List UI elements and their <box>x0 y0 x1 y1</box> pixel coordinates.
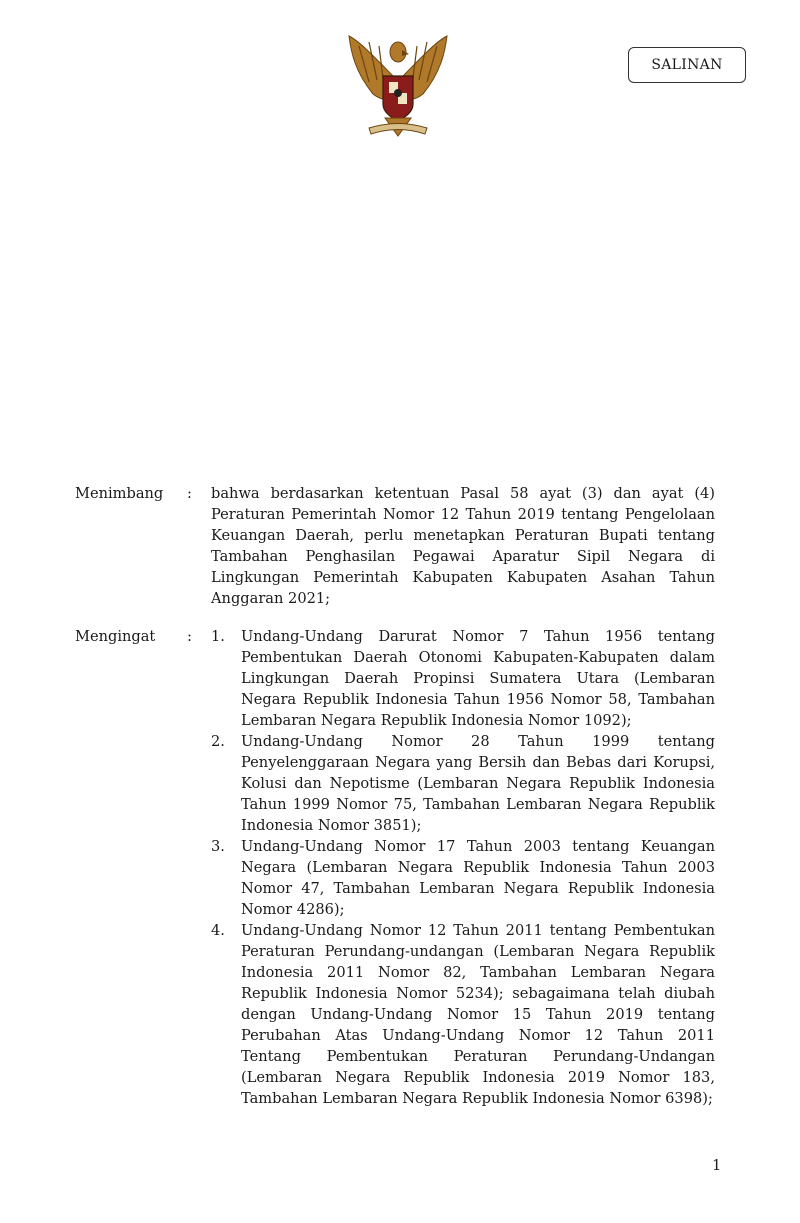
garuda-pancasila-emblem-icon <box>339 32 457 140</box>
list-item-text: Undang-Undang Nomor 17 Tahun 2003 tentang Keuangan Negara (Lembaran Negara Republik Indonesia Tahun 2003 Nomor 47, Tambahan Lembaran Negara Republik Indonesia Nomor 4286); <box>241 838 715 918</box>
list-item-text: Undang-Undang Nomor 12 Tahun 2011 tentang Pembentukan Peraturan Perundang-undangan (Lembaran Negara Republik Indonesia 2011 Nomor 82, Tambahan Lembaran Negara Republik Indonesia Nomor 5234); sebagaimana telah diubah dengan Undang-Undang Nomor 15 Tahun 2019 tentang Perubahan Atas Undang-Undang Nomor 12 Tahun 2011 Tentang Pembentukan Peraturan Perundang-Undangan (Lembaran Negara Republik Indonesia 2019 Nomor 183, Tambahan Lembaran Negara Republik Indonesia Nomor 6398); <box>241 922 715 1107</box>
menimbang-label: Menimbang <box>75 485 164 502</box>
page-number: 1 <box>712 1157 722 1174</box>
list-item-number: 1. <box>211 628 225 645</box>
mengingat-list <box>211 626 715 1109</box>
mengingat-label: Mengingat <box>75 628 156 645</box>
list-item <box>211 626 715 731</box>
mengingat-section <box>75 626 715 1109</box>
list-item <box>211 836 715 920</box>
menimbang-text: bahwa berdasarkan ketentuan Pasal 58 ayat (3) dan ayat (4) Peraturan Pemerintah Nomor 12 Tahun 2019 tentang Pengelolaan Keuangan Daerah, perlu menetapkan Peraturan Bupati tentang Tambahan Penghasilan Pegawai Aparatur Sipil Negara di Lingkungan Pemerintah Kabupaten Kabupaten Asahan Tahun Anggaran 2021; <box>211 485 715 607</box>
list-item-number: 3. <box>211 838 225 855</box>
list-item-number: 2. <box>211 733 225 750</box>
mengingat-colon: : <box>187 628 192 645</box>
salinan-stamp: SALINAN <box>628 47 746 83</box>
list-item-text: Undang-Undang Darurat Nomor 7 Tahun 1956 tentang Pembentukan Daerah Otonomi Kabupaten-Kabupaten dalam Lingkungan Daerah Propinsi Sumatera Utara (Lembaran Negara Republik Indonesia Tahun 1956 Nomor 58, Tambahan Lembaran Negara Republik Indonesia Nomor 1092); <box>241 628 715 729</box>
list-item <box>211 920 715 1109</box>
list-item <box>211 731 715 836</box>
list-item-text: Undang-Undang Nomor 28 Tahun 1999 tentang Penyelenggaraan Negara yang Bersih dan Bebas dari Korupsi, Kolusi dan Nepotisme (Lembaran Negara Republik Indonesia Tahun 1999 Nomor 75, Tambahan Lembaran Negara Republik Indonesia Nomor 3851); <box>241 733 715 834</box>
menimbang-section <box>75 483 715 609</box>
list-item-number: 4. <box>211 922 225 939</box>
menimbang-colon: : <box>187 485 192 502</box>
